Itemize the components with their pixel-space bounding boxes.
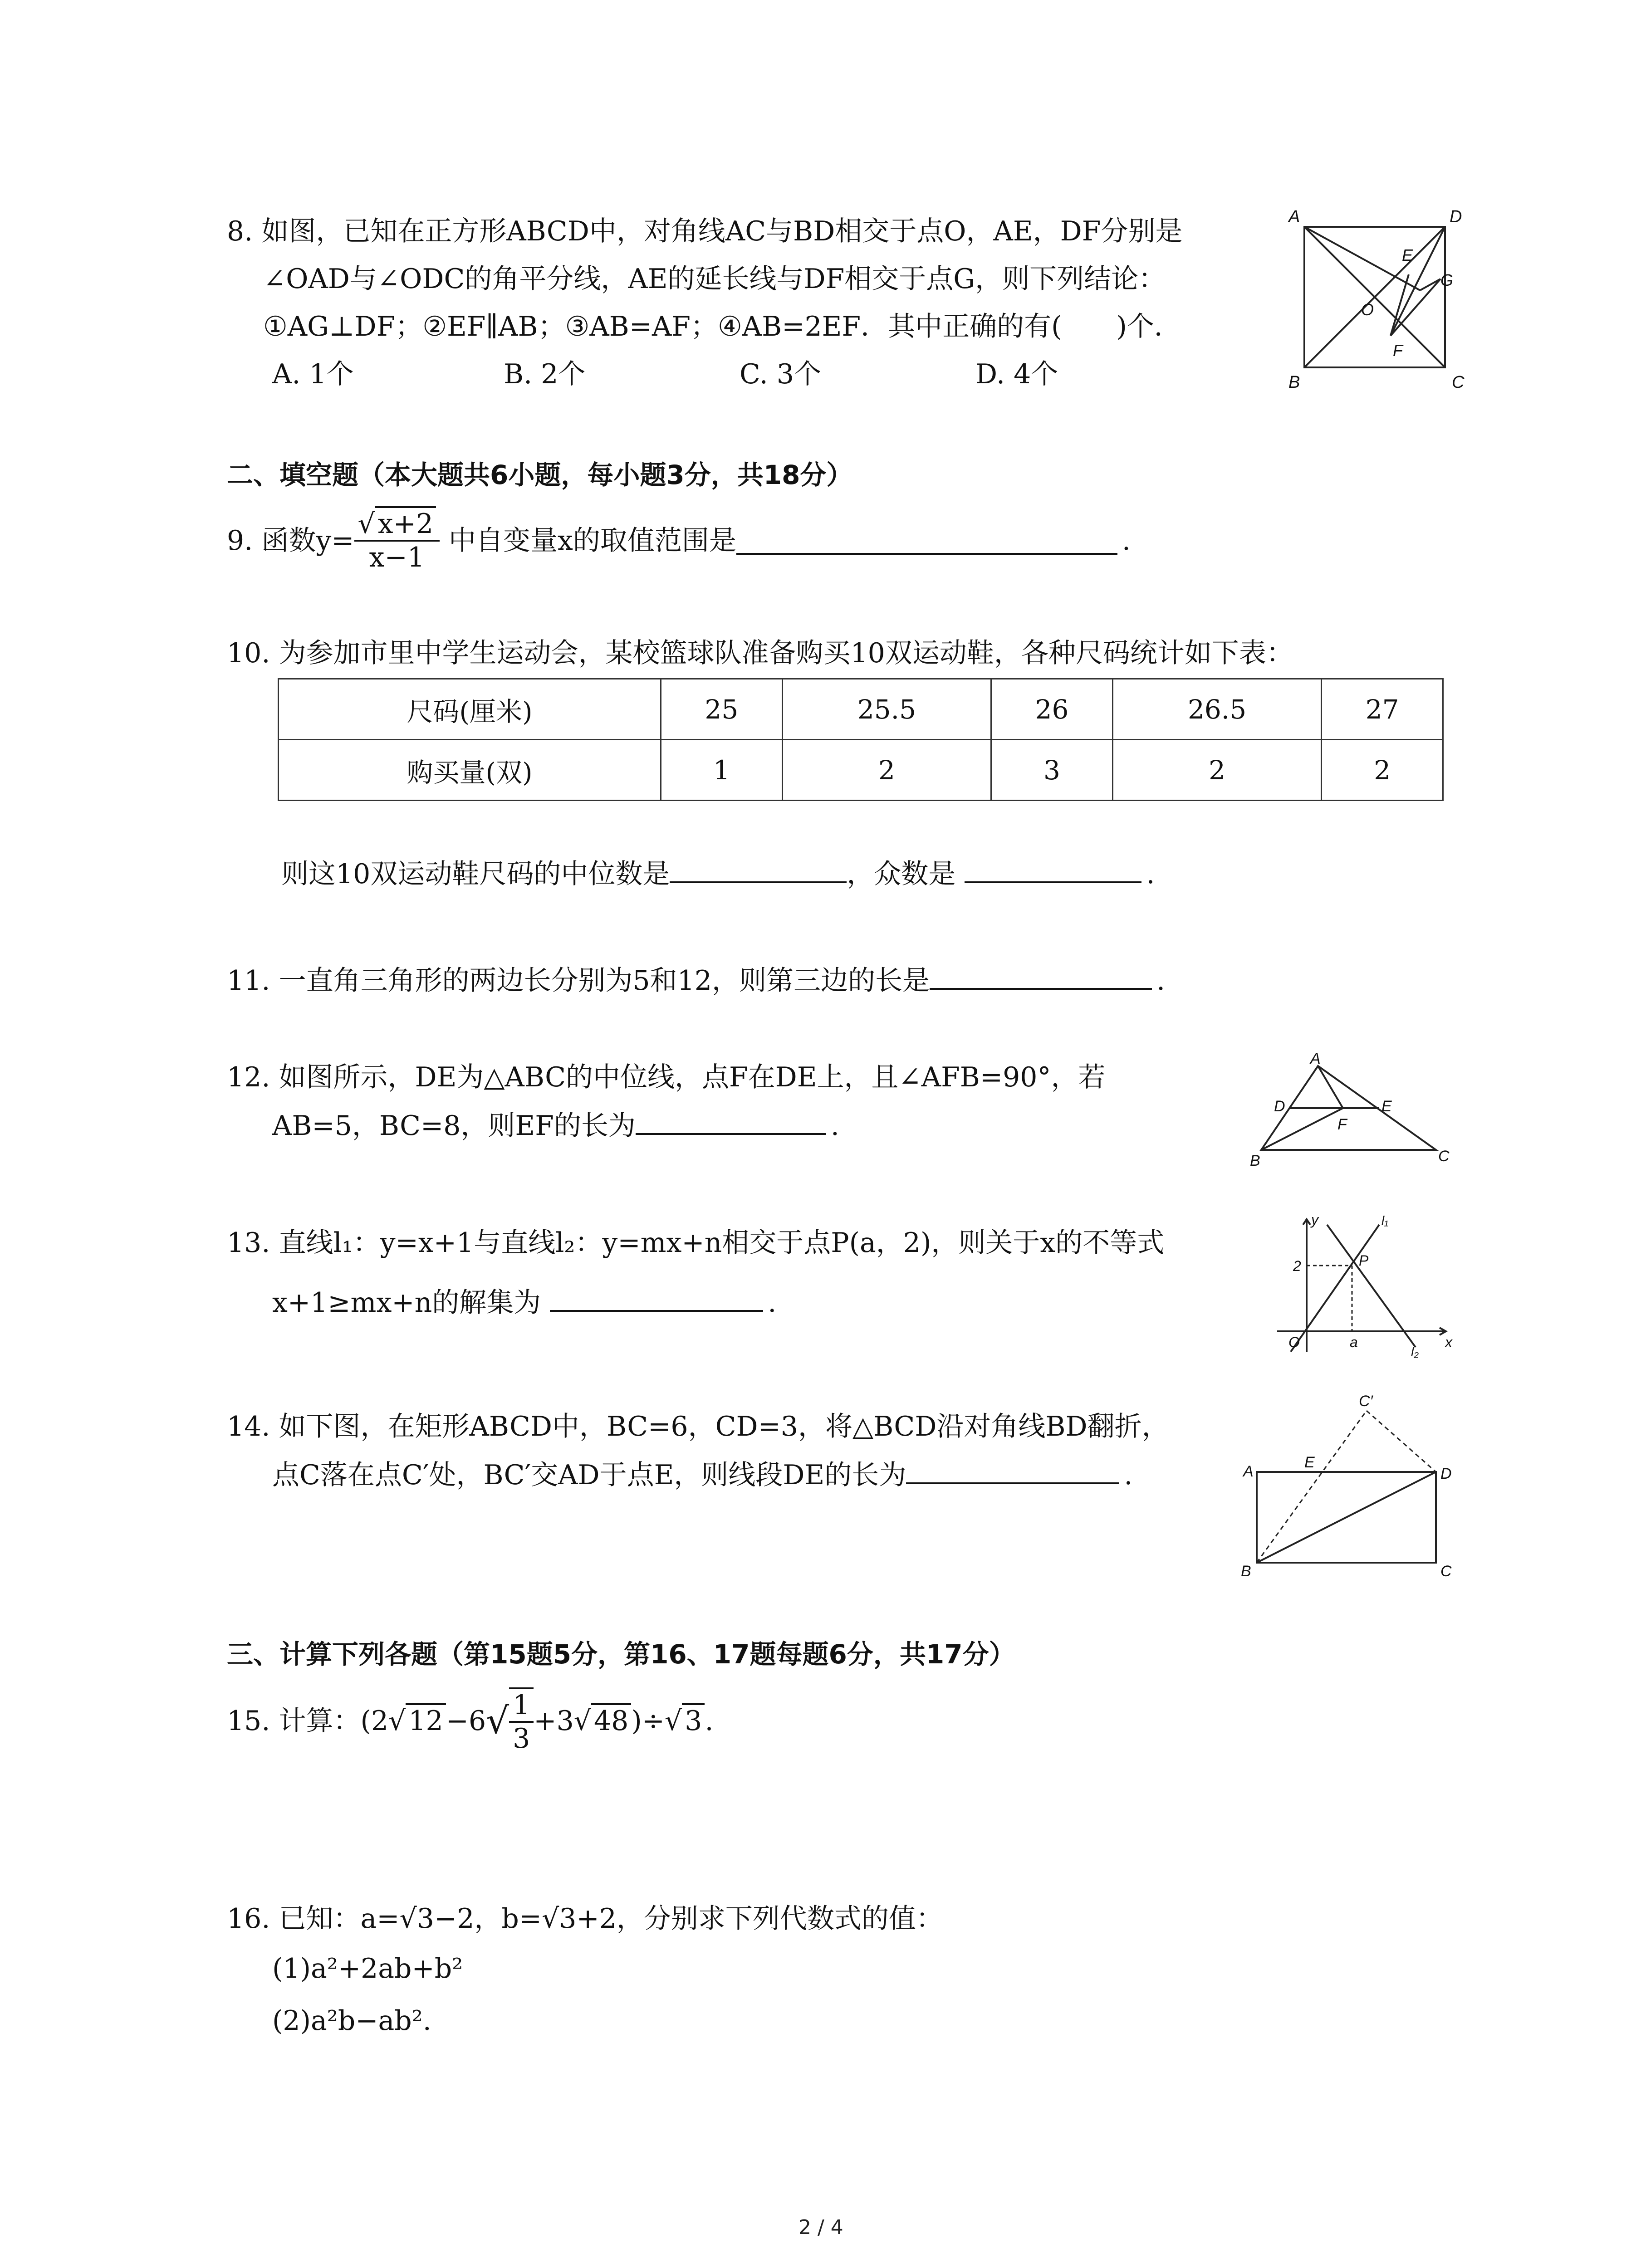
q10-row1-header: 尺码(厘米) (279, 679, 661, 740)
q14-label-e: E (1304, 1454, 1315, 1471)
q13-label-o: O (1288, 1334, 1300, 1350)
q15-sqrt-12: √ 12 (388, 1703, 446, 1737)
q8-label-b: B (1288, 373, 1300, 392)
q10-median-prompt: 则这10双运动鞋尺码的中位数是 (281, 858, 670, 890)
q15-radicand-48: 48 (591, 1703, 631, 1737)
q15-minus-6: −6 (446, 1705, 486, 1737)
table-row (279, 740, 1443, 801)
q13-label-p: P (1359, 1252, 1369, 1269)
q8-option-d: D. 4个 (975, 358, 1058, 390)
q13-line2-wrap (272, 1284, 776, 1321)
q13-end: . (768, 1287, 777, 1319)
q12-line2-wrap (272, 1107, 839, 1144)
q12-label-b: B (1250, 1152, 1260, 1169)
q12-line1: 12. 如图所示，DE为△ABC的中位线，点F在DE上，且∠AFB=90°，若 (227, 1061, 1106, 1093)
q8-line2: ∠OAD与∠ODC的角平分线，AE的延长线与DF相交于点G，则下列结论： (263, 263, 1166, 295)
q12-line2: AB=5，BC=8，则EF的长为 (272, 1110, 636, 1142)
q15-prefix: 15. 计算：(2 (227, 1705, 389, 1737)
q10-count-cell: 2 (782, 740, 991, 801)
q10-end: . (1146, 858, 1155, 890)
q11-text: 11. 一直角三角形的两边长分别为5和12，则第三边的长是 (227, 965, 930, 997)
q10-mode-blank[interactable] (965, 855, 1141, 883)
q8-option-c: C. 3个 (740, 358, 822, 390)
q12-label-c: C (1438, 1148, 1450, 1165)
q13-label-x: x (1445, 1334, 1452, 1350)
q15-sqrt-3: √ 3 (665, 1703, 705, 1737)
q13-label-l1: l₁ (1381, 1213, 1389, 1227)
q14-line1: 14. 如下图，在矩形ABCD中，BC=6，CD=3，将△BCD沿对角线BD翻折， (227, 1411, 1169, 1442)
q8-label-g: G (1440, 271, 1454, 289)
q13-answer-blank[interactable] (550, 1284, 763, 1312)
q16-part1: (1)a²+2ab+b² (272, 1953, 463, 1984)
q13-label-2: 2 (1293, 1258, 1301, 1274)
q15-fraction (509, 1687, 534, 1755)
q15-denominator: 3 (513, 1723, 530, 1755)
q8-label-d: D (1450, 207, 1462, 226)
q13-graph-figure (1266, 1211, 1456, 1361)
q14-label-b: B (1241, 1563, 1251, 1579)
q14-line2-wrap (272, 1456, 1132, 1493)
q8-label-e: E (1402, 246, 1413, 264)
q8-option-a: A. 1个 (272, 358, 354, 390)
q14-answer-blank[interactable] (906, 1456, 1119, 1484)
q10-count-cell: 3 (991, 740, 1113, 801)
q10-count-cell: 1 (661, 740, 783, 801)
q12-end: . (830, 1110, 839, 1142)
q10-mode-prompt: ，众数是 (847, 858, 956, 890)
q8-line1: 8. 如图，已知在正方形ABCD中，对角线AC与BD相交于点O，AE，DF分别是 (227, 215, 1183, 247)
q14-label-a: A (1243, 1463, 1254, 1480)
q12-label-d: D (1274, 1098, 1285, 1115)
q8-label-f: F (1393, 341, 1403, 360)
q10-size-cell: 26 (991, 679, 1113, 740)
section-3-heading: 三、计算下列各题（第15题5分，第16、17题每题6分，共17分） (227, 1639, 1015, 1670)
q8-label-c: C (1452, 373, 1465, 392)
q12-answer-blank[interactable] (636, 1107, 826, 1135)
q11 (227, 962, 1165, 999)
q13-label-a: a (1350, 1334, 1358, 1350)
q10-median-blank[interactable] (670, 855, 847, 883)
q10-size-cell: 26.5 (1112, 679, 1321, 740)
q10-text: 10. 为参加市里中学生运动会，某校篮球队准备购买10双运动鞋，各种尺码统计如下表： (227, 637, 1293, 669)
q10-count-cell: 2 (1322, 740, 1443, 801)
q10-size-cell: 27 (1322, 679, 1443, 740)
q8-option-b: B. 2个 (504, 358, 586, 390)
q16-part2: (2)a²b−ab². (272, 2005, 431, 2037)
q14-rectangle-figure (1234, 1388, 1461, 1579)
q8-square-figure (1279, 200, 1474, 399)
q10-size-table (278, 678, 1444, 801)
q9-denominator: x−1 (369, 542, 425, 573)
q11-end: . (1156, 965, 1166, 997)
q13-label-l2: l₂ (1411, 1345, 1419, 1359)
q14-label-d: D (1440, 1465, 1452, 1482)
q13-line2: x+1≥mx+n的解集为 (272, 1287, 541, 1319)
q11-answer-blank[interactable] (930, 962, 1152, 990)
q9-prefix: 9. 函数y= (227, 525, 354, 557)
q9 (227, 508, 1131, 573)
q15 (227, 1687, 714, 1755)
q10-size-cell: 25.5 (782, 679, 991, 740)
q8-label-o: O (1361, 300, 1374, 319)
q15-divide: )÷ (631, 1705, 665, 1737)
q15-end: . (705, 1705, 714, 1737)
q9-answer-blank[interactable] (736, 527, 1117, 555)
q9-suffix: 中自变量x的取值范围是 (449, 525, 736, 557)
page-number: 2 / 4 (798, 2216, 843, 2239)
q15-plus-3: +3 (534, 1705, 574, 1737)
table-row (279, 679, 1443, 740)
q14-label-c: C (1440, 1563, 1452, 1579)
q15-radicand-3: 3 (682, 1703, 705, 1737)
q15-radicand-12: 12 (406, 1703, 446, 1737)
q10-count-cell: 2 (1112, 740, 1321, 801)
q9-numerator-radicand: x+2 (375, 506, 436, 540)
q12-label-a: A (1310, 1050, 1321, 1067)
q15-sqrt-sign: √ (486, 1700, 509, 1742)
q10-followup (281, 855, 1155, 892)
q15-sqrt-48: √ 48 (574, 1703, 632, 1737)
q13-label-y: y (1311, 1212, 1318, 1228)
q14-end: . (1124, 1459, 1133, 1491)
q12-triangle-figure (1243, 1048, 1461, 1170)
q12-label-e: E (1381, 1098, 1392, 1115)
q9-fraction (354, 508, 440, 573)
q12-label-f: F (1337, 1116, 1347, 1133)
q10-row2-header: 购买量(双) (279, 740, 661, 801)
q14-label-cprime: C′ (1359, 1393, 1373, 1410)
q9-end: . (1122, 525, 1131, 557)
q8-label-a: A (1288, 207, 1300, 226)
q8-line3: ①AG⊥DF；②EF∥AB；③AB=AF；④AB=2EF．其中正确的有( )个． (263, 311, 1181, 342)
q9-numerator: √ x+2 (354, 508, 440, 542)
q10-size-cell: 25 (661, 679, 783, 740)
q15-numerator: 1 (509, 1689, 534, 1723)
q13-line1: 13. 直线l₁：y=x+1与直线l₂：y=mx+n相交于点P(a，2)，则关于x的不等式 (227, 1227, 1165, 1259)
q16-line1: 16. 已知：a=√3−2，b=√3+2，分别求下列代数式的值： (227, 1903, 943, 1935)
section-2-heading: 二、填空题（本大题共6小题，每小题3分，共18分） (227, 459, 853, 490)
q14-line2: 点C落在点C′处，BC′交AD于点E，则线段DE的长为 (272, 1459, 906, 1491)
